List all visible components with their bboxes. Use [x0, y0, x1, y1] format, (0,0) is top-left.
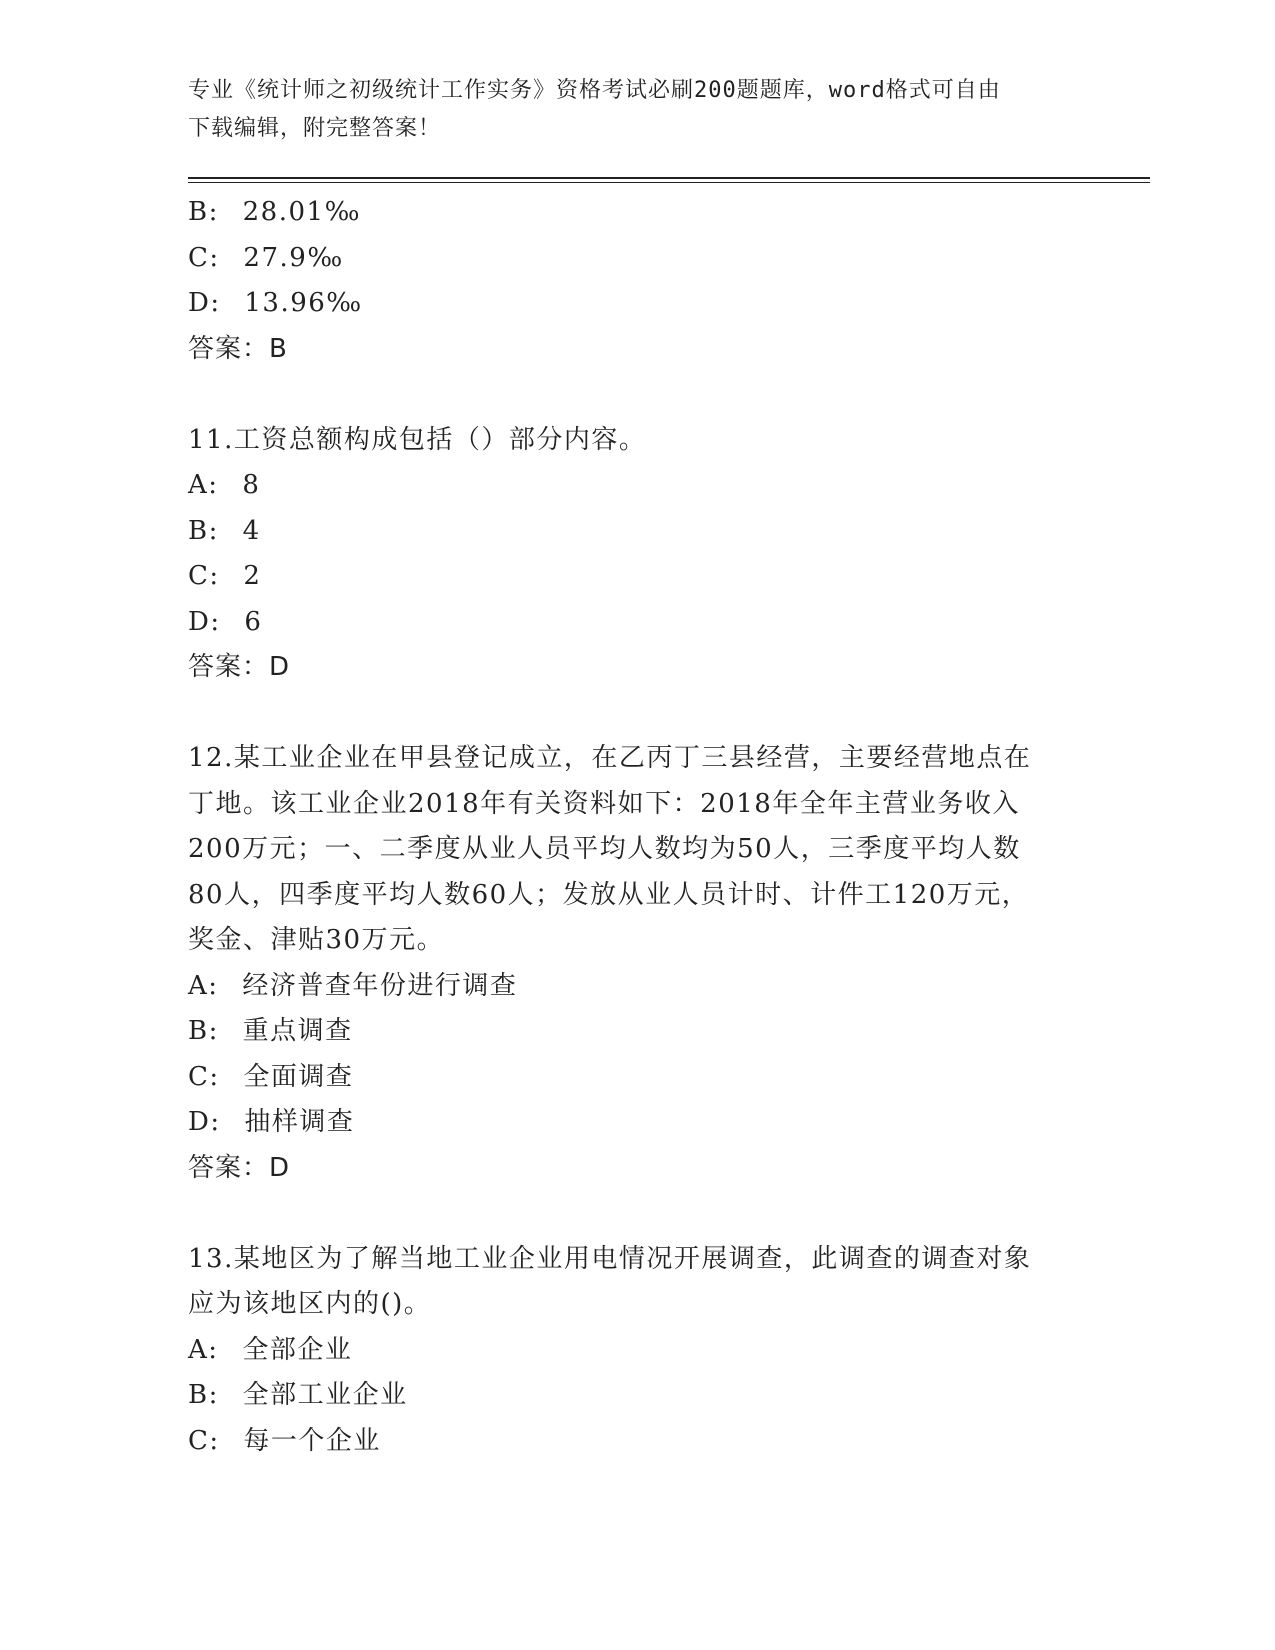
option-key: D: [188, 288, 221, 318]
option-text: 重点调查 [242, 1016, 353, 1046]
option-key: D: [188, 1107, 221, 1137]
header-divider-thin [188, 182, 1150, 183]
question-12 [188, 736, 1088, 1191]
question-text-line-5: 奖金、津贴30万元。 [188, 925, 445, 955]
option-text: 抽样调查 [244, 1107, 355, 1137]
option-key: C: [188, 1061, 220, 1092]
option-text: 每一个企业 [243, 1425, 381, 1456]
question-text-line-1: 12.某工业企业在甲县登记成立，在乙丙丁三县经营，主要经营地点在 [188, 743, 1032, 773]
option-c [188, 554, 1088, 600]
option-d [188, 281, 1088, 327]
option-text: 28.01‰ [242, 197, 361, 227]
question-text-line-2: 应为该地区内的()。 [188, 1289, 432, 1319]
option-a [188, 1328, 1088, 1374]
option-key: B: [188, 1380, 219, 1410]
header-line-2: 下载编辑，附完整答案！ [188, 116, 442, 141]
question-text: 11.工资总额构成包括（）部分内容。 [188, 424, 647, 455]
option-key: C: [188, 1425, 220, 1456]
answer-line: 答案：D [188, 1152, 291, 1183]
question-text-line-3: 200万元；一、二季度从业人员平均人数均为50人，三季度平均人数 [188, 834, 1021, 864]
option-key: C: [188, 242, 220, 273]
option-a [188, 964, 1088, 1010]
option-text: 27.9‰ [243, 242, 344, 273]
option-b [188, 509, 1088, 555]
option-key: B: [188, 197, 219, 227]
spacer [188, 691, 1088, 737]
option-text: 13.96‰ [244, 288, 363, 318]
option-text: 全面调查 [243, 1061, 354, 1092]
option-key: B: [188, 1016, 219, 1046]
option-text: 8 [242, 470, 261, 500]
option-key: B: [188, 515, 219, 546]
option-c [188, 1419, 1088, 1465]
option-text: 6 [244, 606, 263, 637]
option-text: 2 [243, 561, 262, 591]
option-text: 4 [242, 515, 261, 546]
answer-line: 答案：B [188, 333, 288, 364]
option-c [188, 236, 1088, 282]
option-d [188, 600, 1088, 646]
option-key: A: [188, 1334, 219, 1365]
question-text-line-1: 13.某地区为了解当地工业企业用电情况开展调查，此调查的调查对象 [188, 1243, 1032, 1274]
option-key: C: [188, 561, 220, 591]
option-key: A: [188, 470, 219, 500]
option-b [188, 1009, 1088, 1055]
question-text-line-2: 丁地。该工业企业2018年有关资料如下：2018年全年主营业务收入 [188, 788, 1020, 819]
option-b [188, 190, 1088, 236]
option-a [188, 463, 1088, 509]
spacer [188, 372, 1088, 418]
question-10-tail [188, 190, 1088, 372]
document-body [188, 190, 1088, 1464]
option-text: 全部企业 [242, 1334, 353, 1365]
option-key: A: [188, 970, 219, 1001]
option-text: 全部工业企业 [242, 1380, 408, 1410]
option-key: D: [188, 606, 221, 637]
document-header [188, 72, 1068, 148]
option-c [188, 1055, 1088, 1101]
option-text: 经济普查年份进行调查 [242, 970, 518, 1001]
question-13 [188, 1237, 1088, 1465]
spacer [188, 1191, 1088, 1237]
option-b [188, 1373, 1088, 1419]
header-divider-thick [188, 177, 1150, 179]
header-line-1: 专业《统计师之初级统计工作实务》资格考试必刷200题题库，word格式可自由 [188, 78, 1001, 103]
option-d [188, 1100, 1088, 1146]
question-11 [188, 418, 1088, 691]
answer-line: 答案：D [188, 652, 291, 682]
question-text-line-4: 80人，四季度平均人数60人；发放从业人员计时、计件工120万元， [188, 879, 1030, 910]
